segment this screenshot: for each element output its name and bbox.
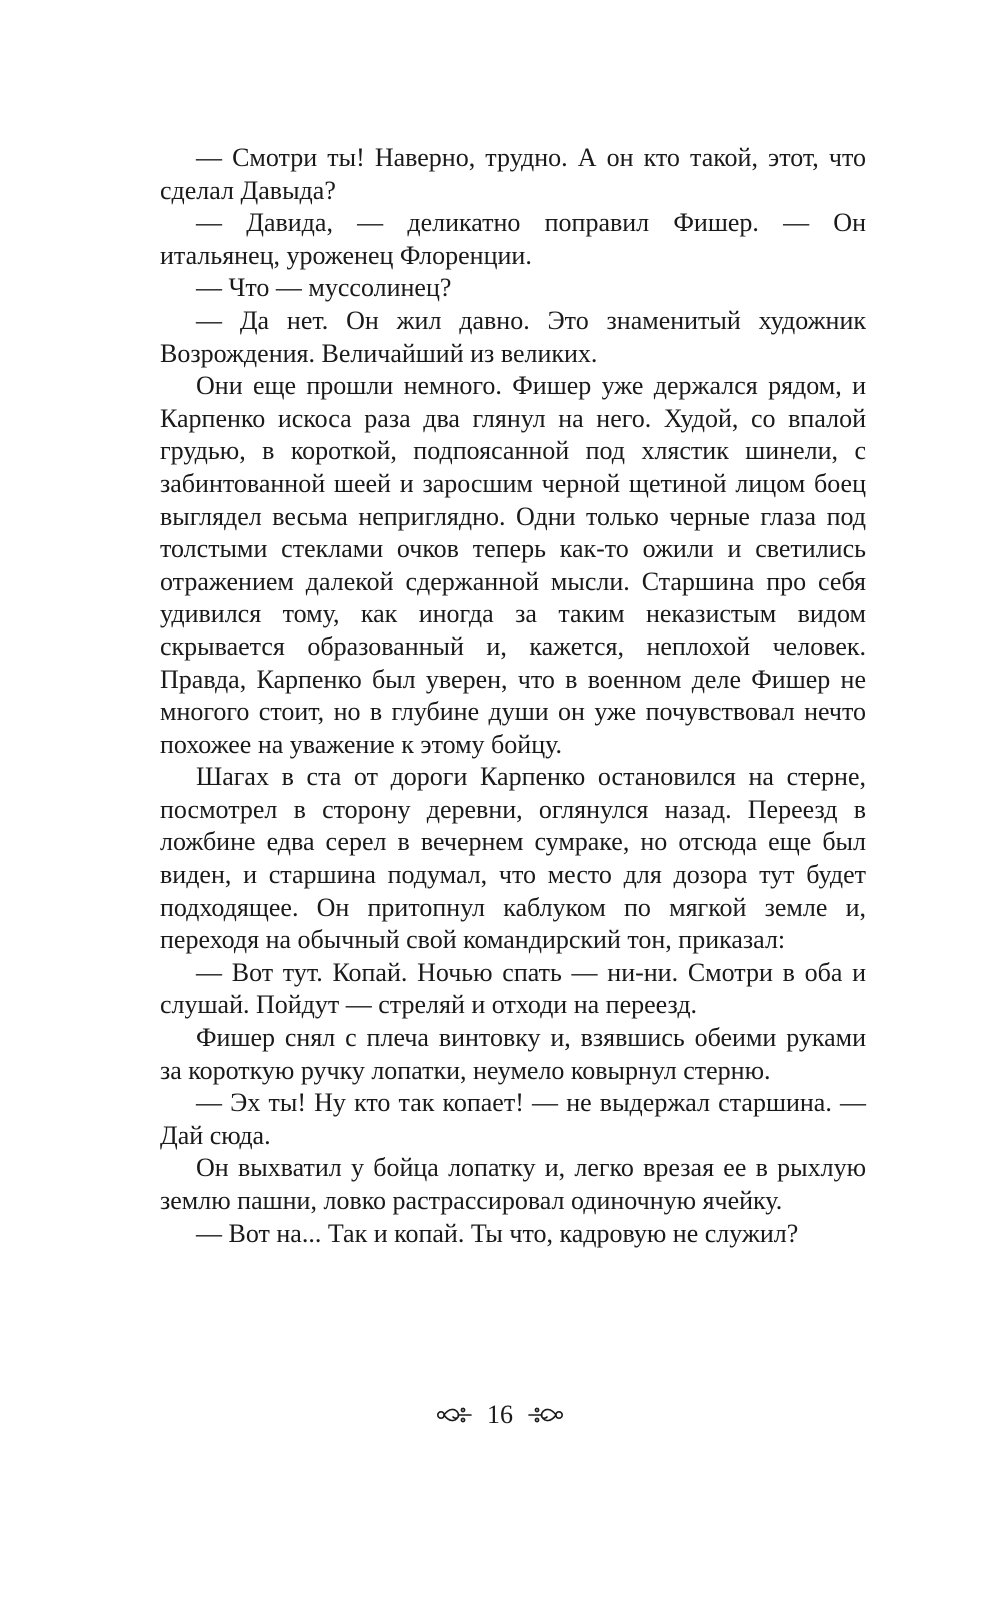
paragraph-8: Фишер снял с плеча винтовку и, взявшись обеими руками за короткую ручку лопатки, неумело ковырнул стерню. (160, 1023, 866, 1085)
paragraph-2: — Давида, — деликатно поправил Фишер. — Он итальянец, уроженец Флоренции. (160, 208, 866, 270)
ornament-left-icon (433, 1403, 473, 1427)
paragraph-11: — Вот на... Так и копай. Ты что, кадровую не служил? (196, 1218, 799, 1248)
paragraph-6: Шагах в ста от дороги Карпенко остановился на стерне, посмотрел в сторону деревни, оглянулся назад. Переезд в ложбине едва серел в вечернем сумраке, но отсюда еще был виден, и старшина подумал, что место для дозора тут будет подходящее. Он притопнул каблуком по мягкой земле и, переходя на обычный свой командирский тон, приказал: (160, 762, 866, 955)
book-page-text (160, 142, 866, 1250)
paragraph-7: — Вот тут. Копай. Ночью спать — ни-ни. Смотри в оба и слушай. Пойдут — стреляй и отходи на переезд. (160, 957, 866, 1020)
page-footer (0, 1400, 1000, 1430)
page-number: 16 (487, 1400, 513, 1429)
paragraph-1: — Смотри ты! Наверно, трудно. А он кто такой, этот, что сделал Давыда? (160, 143, 866, 205)
paragraph-5: Они еще прошли немного. Фишер уже держался рядом, и Карпенко искоса раза два глянул на него. Худой, со впалой грудью, в короткой, подпоясанной под хлястик шинели, с забинтованной шеей и заросшим черной щетиной лицом боец выглядел весьма неприглядно. Одни только черные глаза под толстыми стеклами очков теперь как-то ожили и светились отражением далекой сдержанной мысли. Старшина про себя удивился тому, как иногда за таким неказистым видом скрывается образованный и, кажется, неплохой человек. Правда, Карпенко был уверен, что в военном деле Фишер не многого стоит, но в глубине души он уже почувствовал нечто похожее на уважение к этому бойцу. (160, 371, 866, 759)
paragraph-3: — Что — муссолинец? (196, 273, 452, 303)
paragraph-10: Он выхватил у бойца лопатку и, легко врезая ее в рыхлую землю пашни, ловко растрассировал одиночную ячейку. (160, 1153, 866, 1215)
ornament-right-icon (527, 1403, 567, 1427)
paragraph-9: — Эх ты! Ну кто так копает! — не выдержал старшина. — Дай сюда. (160, 1088, 866, 1150)
paragraph-4: — Да нет. Он жил давно. Это знаменитый художник Возрождения. Величайший из великих. (160, 305, 866, 368)
